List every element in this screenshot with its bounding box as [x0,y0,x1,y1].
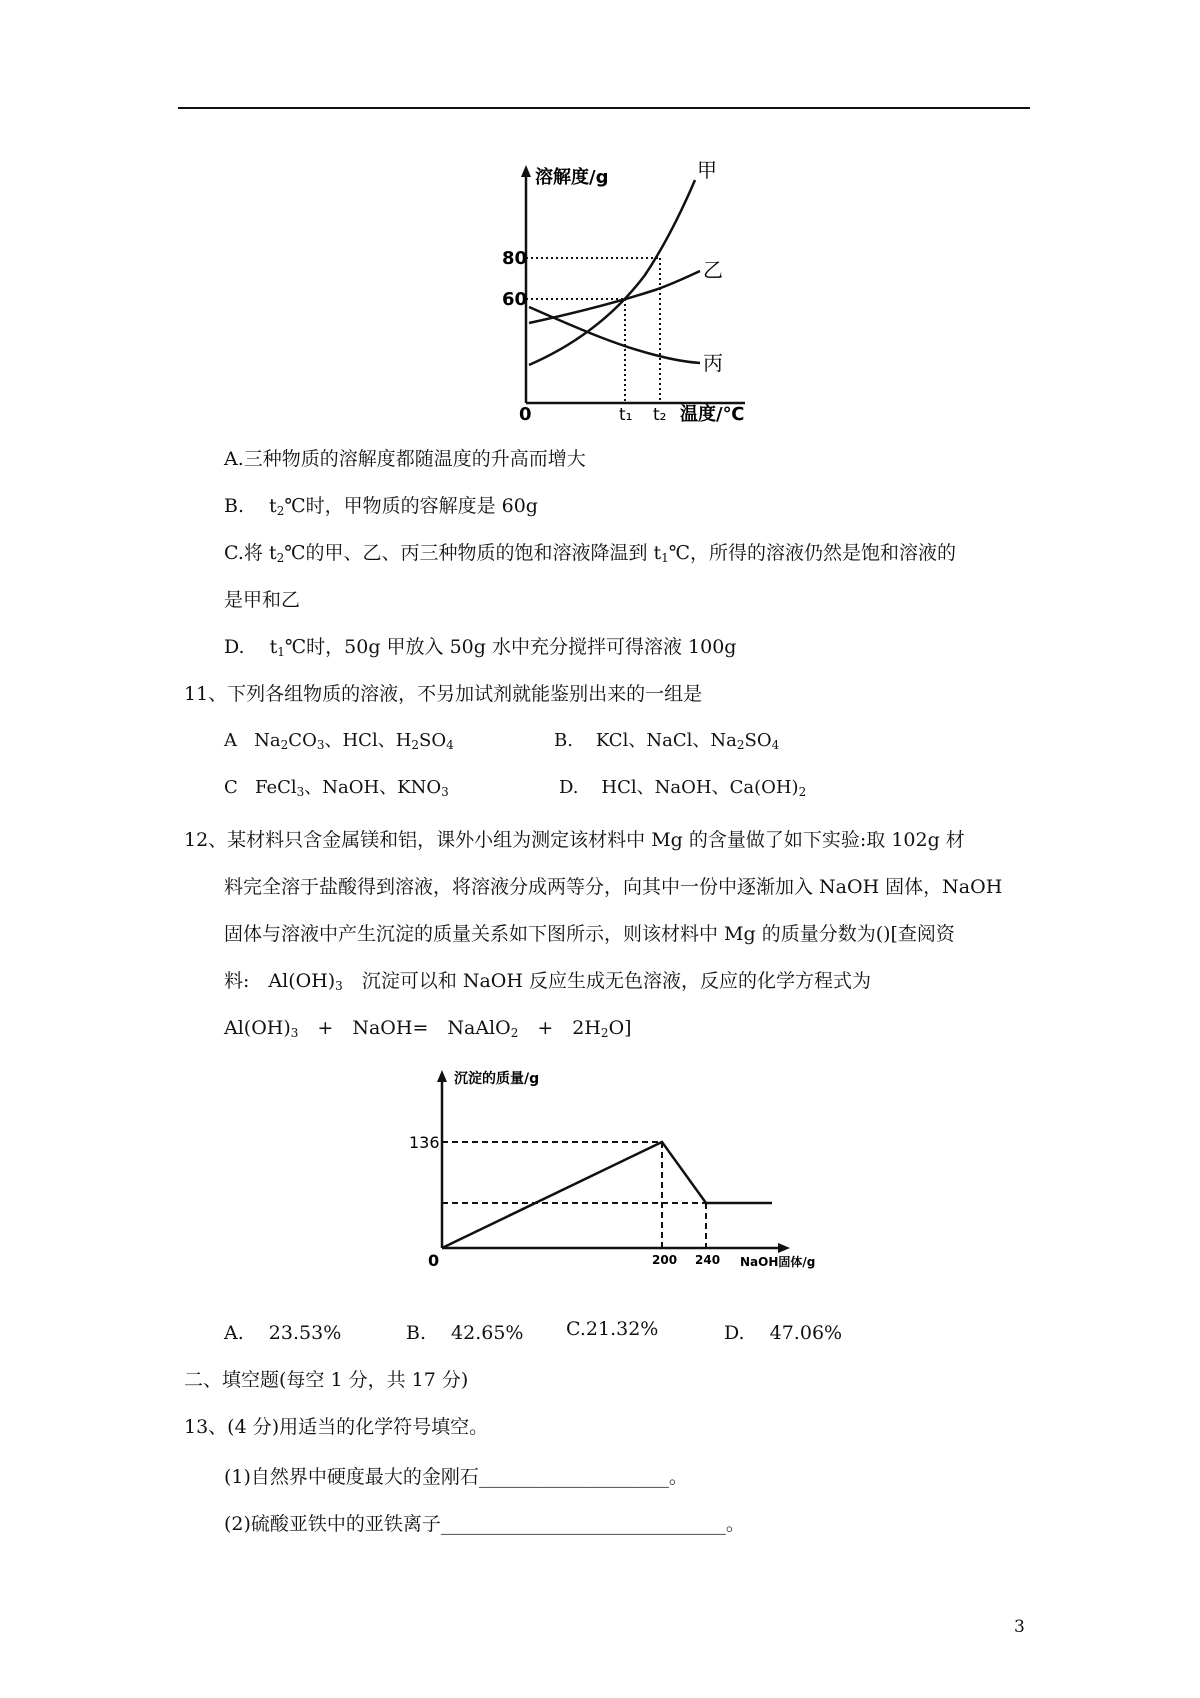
y-tick-60: 60 [502,289,528,310]
y-axis-arrow [437,1070,447,1082]
q10-option-a: A.三种物质的溶解度都随温度的升高而增大 [224,448,586,470]
q13-item-2: (2)硫酸亚铁中的亚铁离子______________________________。 [224,1513,745,1535]
q11-option-d: D. HCl、NaOH、$Ca(OH)_2$ [559,777,807,799]
q10-option-c: C.将 $t_2℃$的甲、乙、丙三种物质的饱和溶液降温到 $t_1℃$，所得的溶液仍然是饱和溶液的 [224,542,957,565]
page-number: 3 [1014,1617,1025,1637]
x-tick-t1: t₁ [619,405,633,425]
q11-option-a: A $Na_2CO_3$、HCl、$H_2SO_4$ [224,730,454,752]
precipitate-chart [409,1068,816,1278]
x-tick-240: 240 [695,1253,721,1267]
q10-option-b: B. $t_2℃$时，甲物质的容解度是 60g [224,495,538,518]
q12-option-c: C.21.32% [566,1318,659,1340]
curve-yi [529,271,700,323]
curve-bing [529,307,700,363]
x-tick-t2: t₂ [653,405,667,425]
x-axis-label: NaOH固体/g [740,1255,816,1269]
q10-option-d: D. $t_1℃$时，50g 甲放入 50g 水中充分搅拌可得溶液 100g [224,636,737,659]
y-axis-label: 沉淀的质量/g [454,1071,540,1087]
curve-jia [529,180,695,365]
q12-line-4: 料: $Al(OH)_3$ 沉淀可以和 NaOH 反应生成无色溶液，反应的化学方程式为 [224,970,871,993]
q12-line-1: 12、某材料只含金属镁和铝，课外小组为测定该材料中 Mg 的含量做了如下实验:取 102g 材 [184,829,965,851]
q12-option-a: A. 23.53% [224,1322,342,1344]
q12-line-2: 料完全溶于盐酸得到溶液，将溶液分成两等分，向其中一份中逐渐加入 NaOH 固体，NaOH [224,876,1003,898]
section-heading: 二、填空题(每空 1 分，共 17 分) [184,1369,469,1391]
header-rule [178,107,1030,109]
q11-option-c: C FeCl$_3$、NaOH、$KNO_3$ [224,777,449,799]
q12-line-3: 固体与溶液中产生沉淀的质量关系如下图所示，则该材料中 Mg 的质量分数为()[查阅资 [224,923,955,945]
y-axis-label: 溶解度/g [535,167,609,188]
y-axis-arrow [521,165,531,177]
q11-stem: 11、下列各组物质的溶液，不另加试剂就能鉴别出来的一组是 [184,683,703,705]
series-label-yi: 乙 [703,258,723,282]
q12-option-d: D. 47.06% [724,1322,843,1344]
solubility-chart [502,158,765,425]
x-tick-200: 200 [652,1253,678,1267]
origin-label: 0 [428,1251,440,1270]
q10-option-c-cont: 是甲和乙 [224,589,301,611]
origin-label: 0 [519,404,532,425]
q13-stem: 13、(4 分)用适当的化学符号填空。 [184,1416,489,1438]
series-label-bing: 丙 [703,351,723,375]
y-tick-136: 136 [409,1133,440,1152]
x-axis-label: 温度/℃ [680,404,745,425]
x-axis-arrow [778,1243,790,1253]
y-tick-80: 80 [502,248,528,269]
q12-option-b: B. 42.65% [406,1322,524,1344]
q12-line-5: $Al(OH)_3$ + NaOH= NaAlO$_2$ + $2H_2O$] [224,1017,632,1040]
precipitate-line [442,1142,772,1248]
q13-item-1: (1)自然界中硬度最大的金刚石____________________。 [224,1466,688,1488]
series-label-jia: 甲 [697,158,717,182]
q11-option-b: B. KCl、NaCl、$Na_2SO_4$ [554,730,780,752]
